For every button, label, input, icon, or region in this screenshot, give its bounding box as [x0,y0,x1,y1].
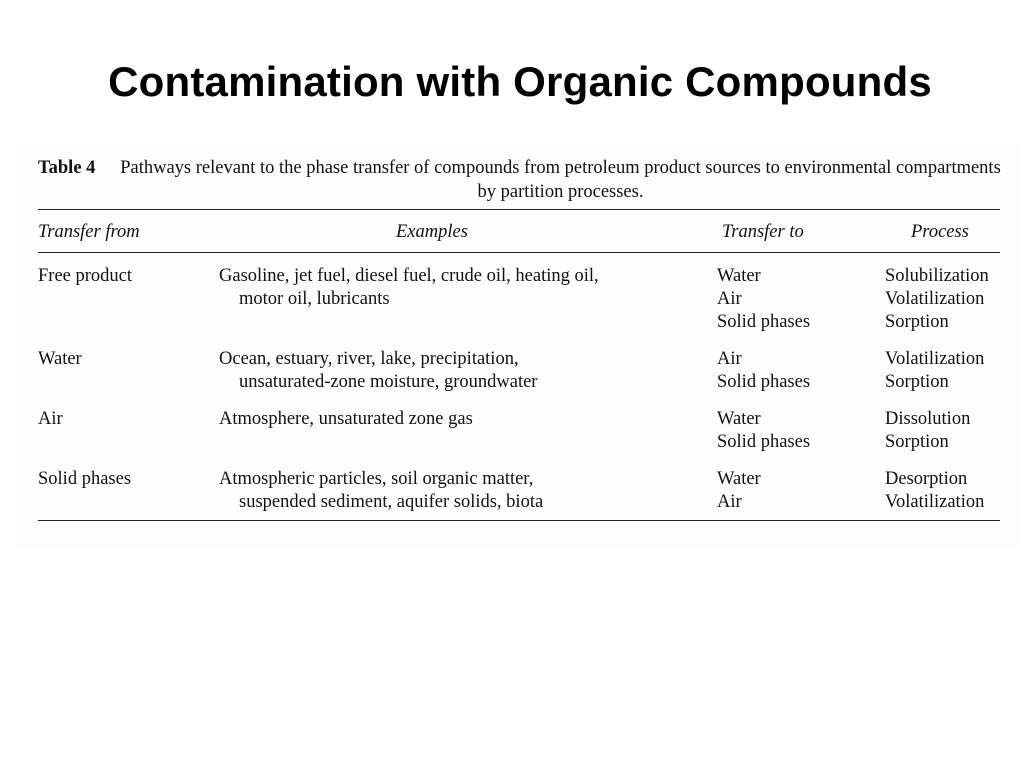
row-2-process-item: Sorption [885,372,949,392]
row-2-to [717,348,810,394]
row-3-process-item: Dissolution [885,409,971,429]
row-1-to-item: Solid phases [717,312,811,332]
row-2-to-item: Solid phases [717,372,811,392]
header-transfer-to: Transfer to [722,222,804,242]
row-1-process-item: Volatilization [885,289,985,309]
row-4-examples-line-1: Atmospheric particles, soil organic matter, [219,469,534,489]
row-1-examples-line-1: Gasoline, jet fuel, diesel fuel, crude oil, heating oil, [219,266,599,286]
table-top-rule [38,209,1000,210]
row-1-process-item: Solubilization [885,266,989,286]
row-4-examples-line-2: suspended sediment, aquifer solids, biota [239,492,544,512]
row-3-process [885,408,970,454]
slide-title: Contamination with Organic Compounds [108,58,932,105]
row-3-process-item: Sorption [885,432,949,452]
table-label: Table 4 [38,158,96,178]
row-1-to-item: Water [717,266,761,286]
row-2-examples-line-2: unsaturated-zone moisture, groundwater [239,372,538,392]
table-bottom-rule [38,520,1000,521]
row-2-from: Water [38,349,82,369]
row-4-to-item: Water [717,469,761,489]
row-4-to-item: Air [717,492,742,512]
header-process: Process [911,222,969,242]
row-1-process-item: Sorption [885,312,949,332]
row-3-from: Air [38,409,63,429]
row-3-to-item: Solid phases [717,432,811,452]
row-4-to [717,468,761,514]
row-3-to-item: Water [717,409,761,429]
row-1-process [885,265,989,334]
row-1-to-item: Air [717,289,742,309]
row-4-examples [219,468,543,514]
row-3-to [717,408,810,454]
row-2-process-item: Volatilization [885,349,985,369]
row-2-examples-line-1: Ocean, estuary, river, lake, precipitation, [219,349,519,369]
header-rule [38,252,1000,253]
table-caption [38,156,1003,204]
table-caption-text: Pathways relevant to the phase transfer of compounds from petroleum product sources to environmental compartments by partition processes. [120,158,1001,202]
row-4-process-item: Desorption [885,469,968,489]
header-transfer-from: Transfer from [38,222,140,242]
row-3-examples-line-1: Atmosphere, unsaturated zone gas [219,409,473,429]
row-2-process [885,348,984,394]
row-4-process [885,468,984,514]
row-1-to [717,265,810,334]
row-1-examples-line-2: motor oil, lubricants [239,289,390,309]
row-3-examples [219,408,473,431]
row-1-from: Free product [38,266,133,286]
row-2-to-item: Air [717,349,742,369]
row-2-examples [219,348,537,394]
row-4-from: Solid phases [38,469,132,489]
row-1-examples [219,265,599,311]
header-examples: Examples [396,222,468,242]
row-4-process-item: Volatilization [885,492,985,512]
